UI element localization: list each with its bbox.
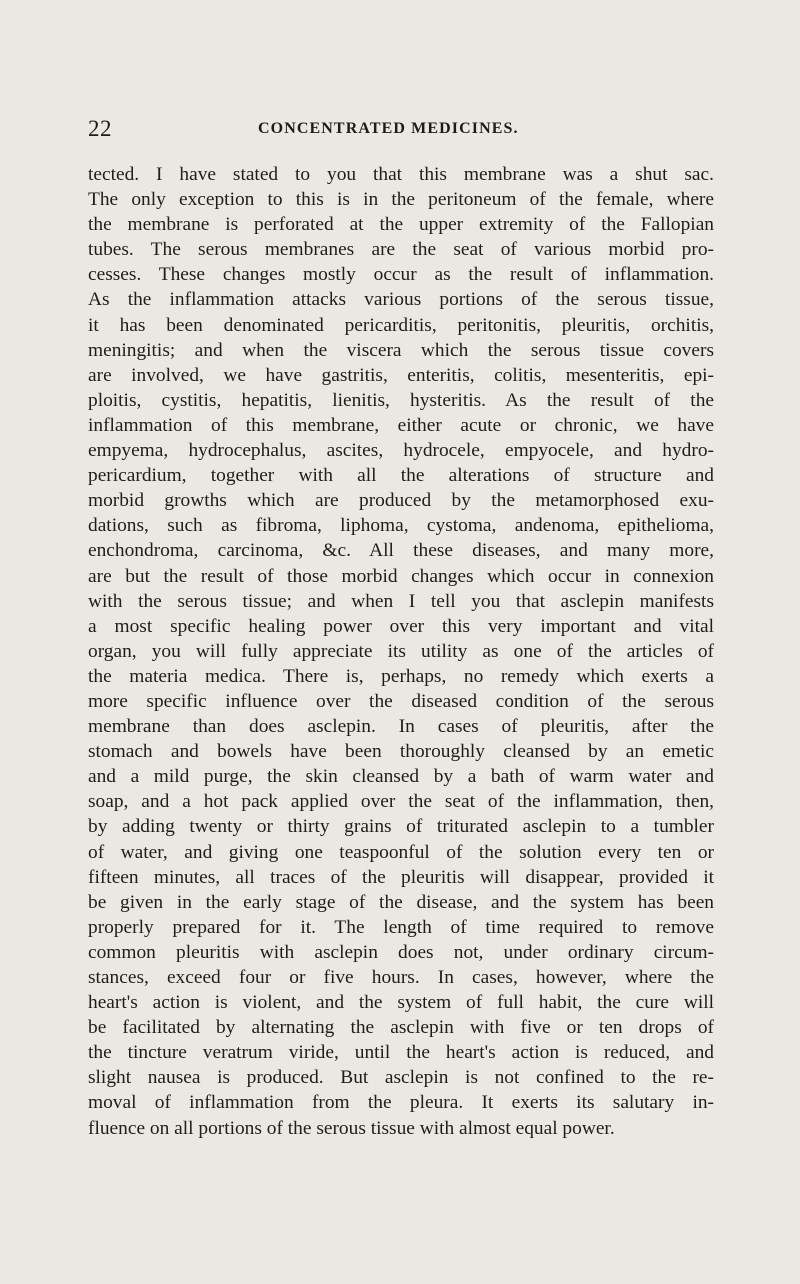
text-line: moval of inflammation from the pleura. It exerts its salutary in- — [88, 1092, 714, 1114]
text-line: pericardium, together with all the alterations of structure and — [88, 465, 714, 487]
text-line: cesses. These changes mostly occur as the result of inflammation. — [88, 264, 714, 286]
text-line: tubes. The serous membranes are the seat of various morbid pro- — [88, 239, 714, 261]
text-line: the membrane is perforated at the upper extremity of the Fallopian — [88, 214, 714, 236]
text-line: be given in the early stage of the disease, and the system has been — [88, 891, 714, 913]
text-line: stomach and bowels have been thoroughly cleansed by an emetic — [88, 741, 714, 763]
text-line: The only exception to this is in the peritoneum of the female, where — [88, 189, 714, 211]
text-line: of water, and giving one teaspoonful of the solution every ten or — [88, 841, 714, 863]
text-line: are involved, we have gastritis, enteritis, colitis, mesenteritis, epi- — [88, 364, 714, 386]
text-line: meningitis; and when the viscera which the serous tissue covers — [88, 339, 714, 361]
text-line: properly prepared for it. The length of time required to remove — [88, 916, 714, 938]
text-line: enchondroma, carcinoma, &c. All these diseases, and many more, — [88, 540, 714, 562]
text-line: it has been denominated pericarditis, peritonitis, pleuritis, orchitis, — [88, 314, 714, 336]
text-line: common pleuritis with asclepin does not, under ordinary circum- — [88, 941, 714, 963]
text-line: membrane than does asclepin. In cases of pleuritis, after the — [88, 716, 714, 738]
text-line: tected. I have stated to you that this membrane was a shut sac. — [88, 164, 714, 185]
text-line: the materia medica. There is, perhaps, no remedy which exerts a — [88, 665, 714, 687]
text-line: by adding twenty or thirty grains of triturated asclepin to a tumbler — [88, 816, 714, 838]
text-line: soap, and a hot pack applied over the seat of the inflammation, then, — [88, 791, 714, 813]
page-number: 22 — [88, 116, 112, 141]
text-line: organ, you will fully appreciate its utility as one of the articles of — [88, 640, 714, 662]
body-text — [88, 162, 714, 1141]
text-line: ploitis, cystitis, hepatitis, lienitis, hysteritis. As the result of the — [88, 389, 714, 411]
text-line: empyema, hydrocephalus, ascites, hydrocele, empyocele, and hydro- — [88, 440, 714, 462]
text-line: heart's action is violent, and the system of full habit, the cure will — [88, 992, 714, 1014]
text-line: fifteen minutes, all traces of the pleuritis will disappear, provided it — [88, 866, 714, 888]
text-line: slight nausea is produced. But asclepin is not confined to the re- — [88, 1067, 714, 1089]
text-line: more specific influence over the diseased condition of the serous — [88, 690, 714, 712]
text-line: fluence on all portions of the serous tissue with almost equal power. — [88, 1117, 615, 1139]
text-line: a most specific healing power over this very important and vital — [88, 615, 714, 637]
text-line: the tincture veratrum viride, until the heart's action is reduced, and — [88, 1042, 714, 1064]
text-line: be facilitated by alternating the asclepin with five or ten drops of — [88, 1017, 714, 1039]
text-line: dations, such as fibroma, liphoma, cystoma, andenoma, epithelioma, — [88, 515, 714, 537]
text-line: inflammation of this membrane, either acute or chronic, we have — [88, 414, 714, 436]
text-line: and a mild purge, the skin cleansed by a bath of warm water and — [88, 766, 714, 788]
page-header — [88, 116, 714, 140]
text-line: As the inflammation attacks various portions of the serous tissue, — [88, 289, 714, 311]
text-line: with the serous tissue; and when I tell you that asclepin manifests — [88, 590, 714, 612]
text-line: are but the result of those morbid changes which occur in connexion — [88, 565, 714, 587]
text-line: stances, exceed four or five hours. In cases, however, where the — [88, 967, 714, 988]
text-line: morbid growths which are produced by the metamorphosed exu- — [88, 490, 714, 512]
running-head: CONCENTRATED MEDICINES. — [258, 120, 519, 137]
